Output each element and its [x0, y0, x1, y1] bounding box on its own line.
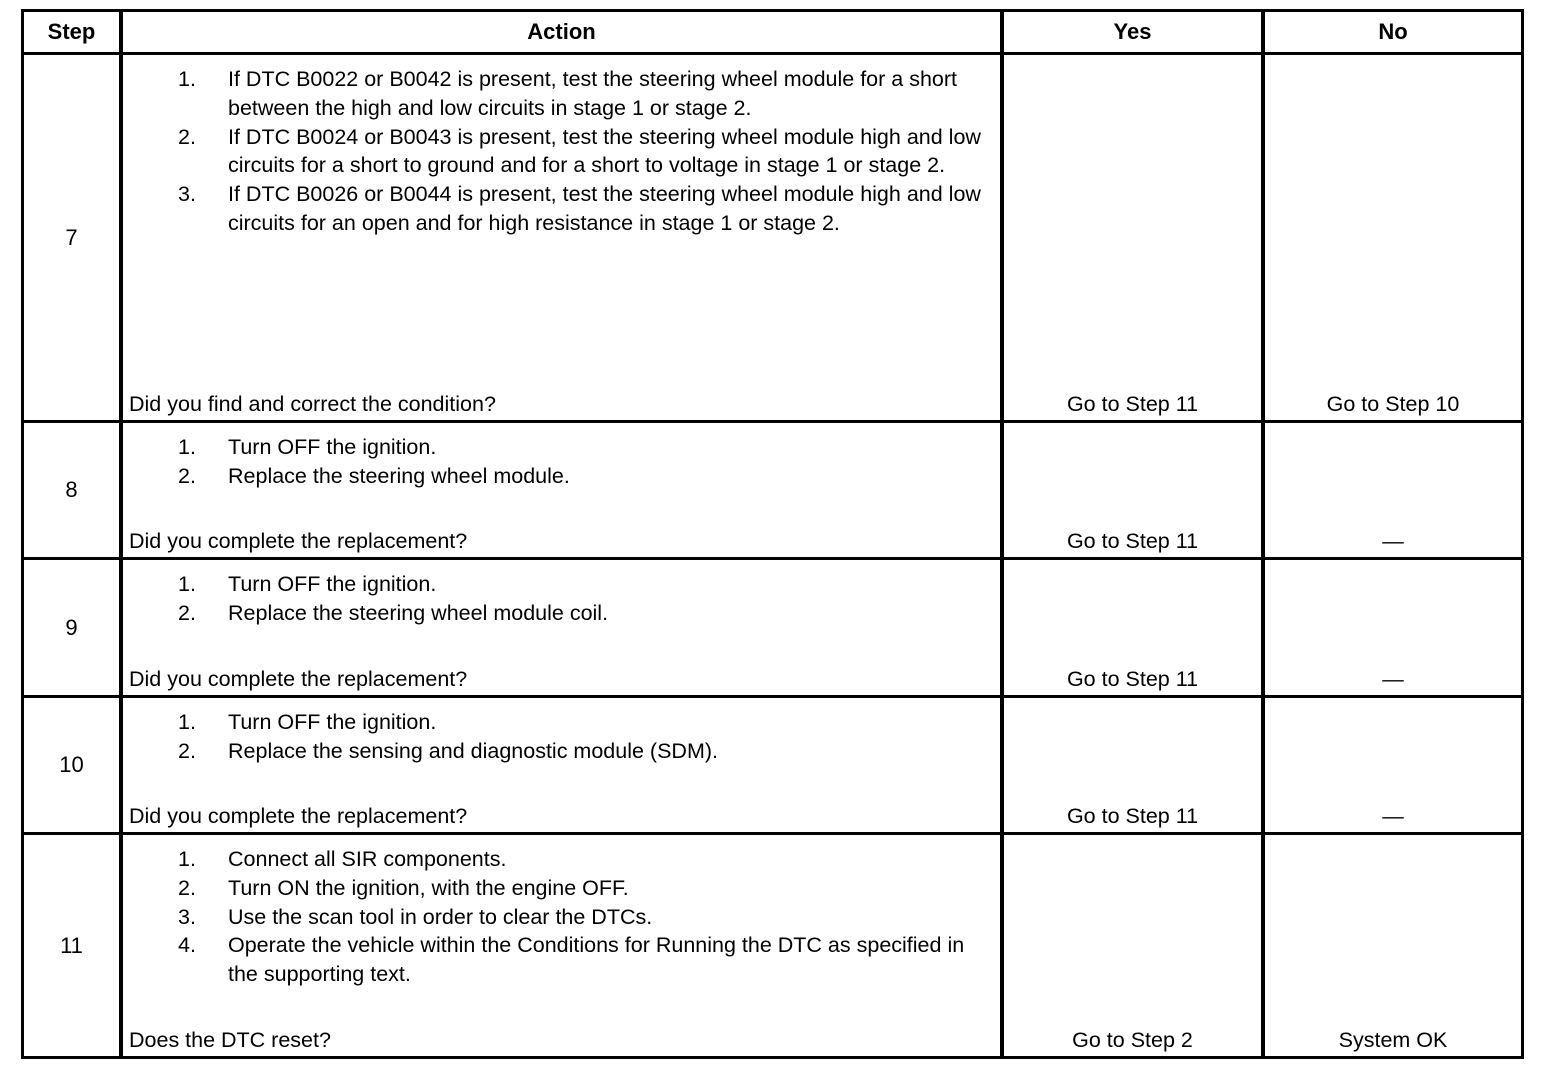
yes-result: Go to Step 2 — [1072, 1028, 1193, 1052]
list-item: 2. Replace the sensing and diagnostic module (SDM). — [178, 738, 718, 763]
list-item: 2. If DTC B0024 or B0043 is present, test the steering wheel module high and low circuits for a short to ground and for a short to voltage in stage 1 or stage 2. — [178, 124, 981, 178]
table-row — [24, 560, 1521, 698]
header-step: Step — [24, 12, 123, 52]
question-text: Did you find and correct the condition? — [129, 392, 496, 416]
list-item: 4. Operate the vehicle within the Conditions for Running the DTC as specified in the supporting text. — [178, 933, 965, 987]
question-text: Did you complete the replacement? — [129, 804, 468, 828]
header-no: No — [1378, 19, 1408, 44]
list-item: 2. Replace the steering wheel module coil. — [178, 600, 609, 625]
question-text: Does the DTC reset? — [129, 1028, 331, 1052]
action-list — [123, 845, 1000, 989]
step-number: 7 — [65, 224, 78, 250]
header-row — [24, 12, 1521, 55]
action-cell — [123, 55, 1004, 420]
table-row — [24, 423, 1521, 560]
step-number: 11 — [60, 932, 83, 958]
question-text: Did you complete the replacement? — [129, 667, 468, 691]
no-result: — — [1382, 804, 1404, 828]
no-result: — — [1382, 667, 1404, 691]
list-item: 1. Turn OFF the ignition. — [178, 710, 437, 734]
table-row — [24, 835, 1521, 1056]
action-list — [123, 65, 1000, 238]
action-cell — [123, 835, 1004, 1056]
action-list — [123, 570, 1000, 628]
header-yes: Yes — [1004, 12, 1265, 52]
list-item: 3. Use the scan tool in order to clear the DTCs. — [178, 904, 653, 929]
yes-result: Go to Step 11 — [1066, 804, 1199, 828]
list-item: 1. Turn OFF the ignition. — [178, 572, 437, 596]
no-result: System OK — [1338, 1028, 1448, 1052]
action-cell — [123, 698, 1004, 832]
list-item: 1. Connect all SIR components. — [178, 847, 507, 871]
table-row — [24, 55, 1521, 423]
list-item: 1. If DTC B0022 or B0042 is present, test the steering wheel module for a short between the high and low circuits in stage 1 or stage 2. — [178, 67, 957, 120]
step-number: 8 — [65, 477, 78, 502]
diagnostic-table — [21, 9, 1524, 1059]
list-item: 1. Turn OFF the ignition. — [178, 435, 437, 459]
yes-result: Go to Step 11 — [1066, 667, 1199, 691]
table-row — [24, 698, 1521, 835]
yes-result: Go to Step 11 — [1066, 392, 1199, 416]
action-list — [123, 433, 1000, 491]
no-result: — — [1382, 529, 1404, 553]
step-number: 10 — [59, 752, 84, 777]
step-number: 9 — [65, 614, 78, 640]
action-cell — [123, 560, 1004, 695]
question-text: Did you complete the replacement? — [129, 529, 468, 553]
list-item: 2. Turn ON the ignition, with the engine OFF. — [178, 875, 629, 900]
action-cell — [123, 423, 1004, 557]
list-item: 3. If DTC B0026 or B0044 is present, test the steering wheel module high and low circuits for an open and for high resistance in stage 1 or stage 2. — [178, 182, 981, 235]
action-list — [123, 708, 1000, 766]
list-item: 2. Replace the steering wheel module. — [178, 463, 570, 488]
no-result: Go to Step 10 — [1326, 392, 1460, 416]
header-action: Action — [123, 12, 1004, 52]
yes-result: Go to Step 11 — [1066, 529, 1199, 553]
